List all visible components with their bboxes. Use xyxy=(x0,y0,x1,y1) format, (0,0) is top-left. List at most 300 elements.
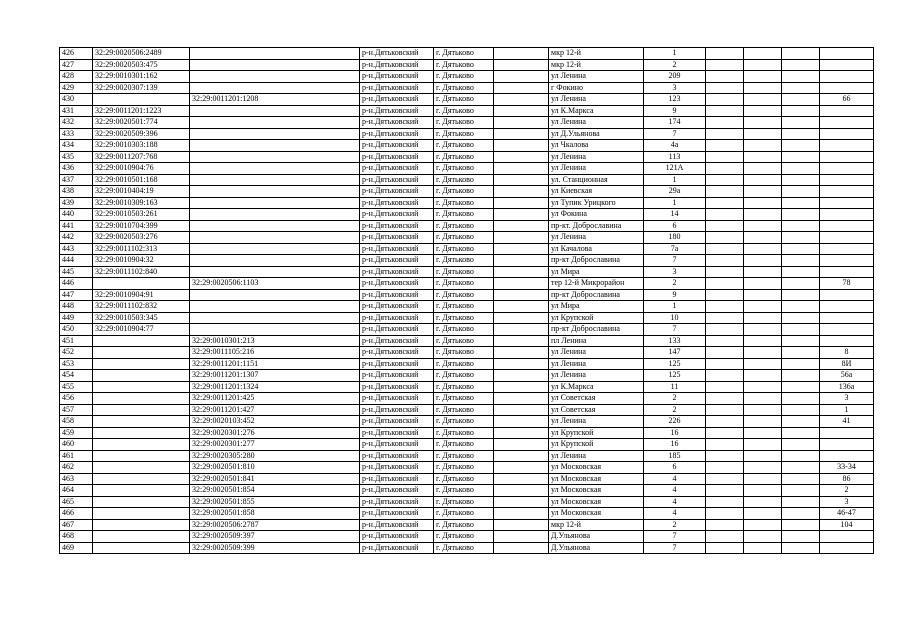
cell-cadastral-number: 32:29:0010904:76 xyxy=(93,163,190,175)
cell-cadastral-number xyxy=(93,542,190,554)
cell-cadastral-number-room xyxy=(190,140,360,152)
cell-col-11 xyxy=(782,416,820,428)
cell-house-number: 6 xyxy=(644,462,706,474)
cell-cadastral-number: 32:29:0010503:345 xyxy=(93,312,190,324)
cell-district: р-н.Дятьковский xyxy=(360,439,434,451)
cell-house-number: 16 xyxy=(644,427,706,439)
cell-city: г. Дятьково xyxy=(434,278,494,290)
cell-street: ул Ленина xyxy=(549,232,644,244)
cell-locality xyxy=(494,59,549,71)
table-row xyxy=(60,151,874,163)
cell-street: ул Ленина xyxy=(549,151,644,163)
cell-col-10 xyxy=(744,140,782,152)
cell-house-number: 4 xyxy=(644,473,706,485)
cell-col-9 xyxy=(706,59,744,71)
cell-col-11 xyxy=(782,105,820,117)
cell-cadastral-number-room xyxy=(190,255,360,267)
cell-col-11 xyxy=(782,232,820,244)
cell-house-number: 29а xyxy=(644,186,706,198)
table-row xyxy=(60,439,874,451)
cell-col-10 xyxy=(744,404,782,416)
cell-col-10 xyxy=(744,255,782,267)
cell-district: р-н.Дятьковский xyxy=(360,393,434,405)
cell-cadastral-number xyxy=(93,404,190,416)
cell-col-10 xyxy=(744,462,782,474)
cell-district: р-н.Дятьковский xyxy=(360,174,434,186)
cell-district: р-н.Дятьковский xyxy=(360,82,434,94)
cell-locality xyxy=(494,370,549,382)
cell-apartment-number xyxy=(820,531,874,543)
cell-locality xyxy=(494,163,549,175)
cell-cadastral-number-room: 32:29:0020509:399 xyxy=(190,542,360,554)
cell-locality xyxy=(494,266,549,278)
table-row xyxy=(60,71,874,83)
cell-street: пр-кт Доброславина xyxy=(549,324,644,336)
cell-row-number: 457 xyxy=(60,404,93,416)
cell-cadastral-number: 32:29:0010704:399 xyxy=(93,220,190,232)
cell-district: р-н.Дятьковский xyxy=(360,312,434,324)
cell-col-10 xyxy=(744,542,782,554)
table-row xyxy=(60,163,874,175)
cell-col-9 xyxy=(706,473,744,485)
cell-col-11 xyxy=(782,140,820,152)
cell-col-10 xyxy=(744,324,782,336)
cell-house-number: 2 xyxy=(644,393,706,405)
cell-city: г. Дятьково xyxy=(434,439,494,451)
cell-house-number: 1 xyxy=(644,197,706,209)
cell-col-11 xyxy=(782,243,820,255)
cell-street: ул Ленина xyxy=(549,370,644,382)
cell-cadastral-number-room xyxy=(190,209,360,221)
cell-cadastral-number: 32:29:0020307:139 xyxy=(93,82,190,94)
cell-district: р-н.Дятьковский xyxy=(360,266,434,278)
cell-cadastral-number-room xyxy=(190,243,360,255)
cell-cadastral-number xyxy=(93,531,190,543)
cell-district: р-н.Дятьковский xyxy=(360,508,434,520)
cell-street: ул Ленина xyxy=(549,94,644,106)
cell-col-10 xyxy=(744,174,782,186)
cell-col-9 xyxy=(706,496,744,508)
cell-col-9 xyxy=(706,105,744,117)
cell-row-number: 464 xyxy=(60,485,93,497)
cell-col-11 xyxy=(782,289,820,301)
cell-cadastral-number-room: 32:29:0020501:841 xyxy=(190,473,360,485)
cell-street: Д.Ульянова xyxy=(549,542,644,554)
cell-row-number: 433 xyxy=(60,128,93,140)
cell-locality xyxy=(494,174,549,186)
table-row xyxy=(60,335,874,347)
cell-cadastral-number-room xyxy=(190,220,360,232)
cell-city: г. Дятьково xyxy=(434,370,494,382)
cell-row-number: 453 xyxy=(60,358,93,370)
cell-cadastral-number-room: 32:29:0020501:810 xyxy=(190,462,360,474)
cell-district: р-н.Дятьковский xyxy=(360,278,434,290)
cell-col-10 xyxy=(744,94,782,106)
cell-cadastral-number-room: 32:29:0020501:855 xyxy=(190,496,360,508)
cell-row-number: 467 xyxy=(60,519,93,531)
cell-city: г. Дятьково xyxy=(434,324,494,336)
table-row xyxy=(60,220,874,232)
cell-col-9 xyxy=(706,48,744,60)
cell-col-10 xyxy=(744,358,782,370)
cell-cadastral-number xyxy=(93,473,190,485)
cell-district: р-н.Дятьковский xyxy=(360,370,434,382)
cell-street: ул Московская xyxy=(549,473,644,485)
cell-apartment-number: 56а xyxy=(820,370,874,382)
cell-col-10 xyxy=(744,186,782,198)
cell-col-10 xyxy=(744,496,782,508)
cell-street: ул Московская xyxy=(549,508,644,520)
cell-locality xyxy=(494,232,549,244)
cell-cadastral-number-room: 32:29:0011105:216 xyxy=(190,347,360,359)
cell-house-number: 16 xyxy=(644,439,706,451)
cell-district: р-н.Дятьковский xyxy=(360,59,434,71)
cell-locality xyxy=(494,220,549,232)
cell-cadastral-number xyxy=(93,427,190,439)
cell-col-9 xyxy=(706,94,744,106)
cell-street: ул Фокина xyxy=(549,209,644,221)
cell-col-9 xyxy=(706,71,744,83)
cell-house-number: 1 xyxy=(644,48,706,60)
cell-col-11 xyxy=(782,255,820,267)
cell-cadastral-number-room: 32:29:0011201:1307 xyxy=(190,370,360,382)
cell-city: г. Дятьково xyxy=(434,117,494,129)
cell-house-number: 113 xyxy=(644,151,706,163)
cell-col-11 xyxy=(782,71,820,83)
cell-row-number: 431 xyxy=(60,105,93,117)
cell-house-number: 209 xyxy=(644,71,706,83)
cell-col-9 xyxy=(706,128,744,140)
cell-col-9 xyxy=(706,117,744,129)
table-row xyxy=(60,128,874,140)
cell-cadastral-number xyxy=(93,462,190,474)
cell-street: ул К.Маркса xyxy=(549,105,644,117)
cell-locality xyxy=(494,358,549,370)
cell-locality xyxy=(494,197,549,209)
table-row xyxy=(60,347,874,359)
cell-col-11 xyxy=(782,324,820,336)
cell-col-9 xyxy=(706,508,744,520)
cell-row-number: 465 xyxy=(60,496,93,508)
cell-house-number: 3 xyxy=(644,82,706,94)
cell-district: р-н.Дятьковский xyxy=(360,289,434,301)
cell-col-10 xyxy=(744,278,782,290)
cell-city: г. Дятьково xyxy=(434,186,494,198)
cell-cadastral-number-room: 32:29:0020305:280 xyxy=(190,450,360,462)
cell-apartment-number: 78 xyxy=(820,278,874,290)
cell-cadastral-number-room: 32:29:0020301:277 xyxy=(190,439,360,451)
property-register-table xyxy=(59,47,874,554)
table-row xyxy=(60,542,874,554)
cell-cadastral-number: 32:29:0011102:840 xyxy=(93,266,190,278)
cell-col-9 xyxy=(706,381,744,393)
cell-cadastral-number-room xyxy=(190,312,360,324)
cell-cadastral-number: 32:29:0010303:188 xyxy=(93,140,190,152)
cell-city: г. Дятьково xyxy=(434,542,494,554)
cell-col-9 xyxy=(706,542,744,554)
cell-cadastral-number-room xyxy=(190,48,360,60)
table-row xyxy=(60,462,874,474)
cell-cadastral-number: 32:29:0020503:276 xyxy=(93,232,190,244)
cell-cadastral-number-room: 32:29:0011201:425 xyxy=(190,393,360,405)
cell-col-11 xyxy=(782,266,820,278)
cell-row-number: 439 xyxy=(60,197,93,209)
cell-row-number: 450 xyxy=(60,324,93,336)
cell-col-9 xyxy=(706,370,744,382)
cell-apartment-number: 3 xyxy=(820,496,874,508)
cell-house-number: 147 xyxy=(644,347,706,359)
cell-cadastral-number-room: 32:29:0020103:452 xyxy=(190,416,360,428)
cell-house-number: 180 xyxy=(644,232,706,244)
cell-apartment-number xyxy=(820,82,874,94)
cell-cadastral-number xyxy=(93,439,190,451)
cell-house-number: 7 xyxy=(644,542,706,554)
cell-house-number: 2 xyxy=(644,278,706,290)
cell-row-number: 443 xyxy=(60,243,93,255)
cell-col-11 xyxy=(782,427,820,439)
cell-street: ул Ленина xyxy=(549,358,644,370)
table-row xyxy=(60,531,874,543)
cell-locality xyxy=(494,278,549,290)
table-row xyxy=(60,370,874,382)
cell-street: мкр 12-й xyxy=(549,519,644,531)
cell-col-11 xyxy=(782,485,820,497)
cell-house-number: 226 xyxy=(644,416,706,428)
cell-cadastral-number xyxy=(93,358,190,370)
cell-district: р-н.Дятьковский xyxy=(360,381,434,393)
cell-house-number: 185 xyxy=(644,450,706,462)
cell-street: ул Ленина xyxy=(549,450,644,462)
cell-district: р-н.Дятьковский xyxy=(360,71,434,83)
cell-district: р-н.Дятьковский xyxy=(360,324,434,336)
cell-city: г. Дятьково xyxy=(434,243,494,255)
cell-col-11 xyxy=(782,301,820,313)
cell-city: г. Дятьково xyxy=(434,473,494,485)
cell-district: р-н.Дятьковский xyxy=(360,151,434,163)
cell-cadastral-number: 32:29:0020509:396 xyxy=(93,128,190,140)
cell-city: г. Дятьково xyxy=(434,82,494,94)
cell-street: Д.Ульянова xyxy=(549,531,644,543)
cell-cadastral-number: 32:29:0010404:19 xyxy=(93,186,190,198)
cell-city: г. Дятьково xyxy=(434,289,494,301)
cell-district: р-н.Дятьковский xyxy=(360,140,434,152)
cell-apartment-number xyxy=(820,48,874,60)
cell-row-number: 436 xyxy=(60,163,93,175)
cell-row-number: 459 xyxy=(60,427,93,439)
cell-cadastral-number: 32:29:0011102:832 xyxy=(93,301,190,313)
cell-street: ул Московская xyxy=(549,485,644,497)
cell-col-10 xyxy=(744,312,782,324)
cell-row-number: 426 xyxy=(60,48,93,60)
cell-street: ул Ленина xyxy=(549,163,644,175)
cell-cadastral-number-room xyxy=(190,71,360,83)
cell-street: ул Советская xyxy=(549,404,644,416)
cell-cadastral-number-room: 32:29:0020501:858 xyxy=(190,508,360,520)
cell-street: ул Ленина xyxy=(549,71,644,83)
cell-apartment-number: 1 xyxy=(820,404,874,416)
cell-col-11 xyxy=(782,94,820,106)
cell-cadastral-number-room xyxy=(190,105,360,117)
cell-col-10 xyxy=(744,416,782,428)
cell-col-9 xyxy=(706,140,744,152)
cell-col-9 xyxy=(706,301,744,313)
cell-col-11 xyxy=(782,312,820,324)
cell-col-9 xyxy=(706,324,744,336)
table-row xyxy=(60,508,874,520)
cell-col-10 xyxy=(744,82,782,94)
cell-col-11 xyxy=(782,381,820,393)
cell-row-number: 444 xyxy=(60,255,93,267)
cell-col-9 xyxy=(706,450,744,462)
cell-city: г. Дятьково xyxy=(434,312,494,324)
cell-row-number: 449 xyxy=(60,312,93,324)
cell-row-number: 469 xyxy=(60,542,93,554)
cell-city: г. Дятьково xyxy=(434,519,494,531)
table-row xyxy=(60,105,874,117)
cell-locality xyxy=(494,473,549,485)
table-row xyxy=(60,358,874,370)
cell-apartment-number: 33-34 xyxy=(820,462,874,474)
cell-locality xyxy=(494,381,549,393)
cell-district: р-н.Дятьковский xyxy=(360,243,434,255)
cell-col-10 xyxy=(744,439,782,451)
cell-city: г. Дятьково xyxy=(434,48,494,60)
cell-cadastral-number: 32:29:0011201:1223 xyxy=(93,105,190,117)
cell-locality xyxy=(494,519,549,531)
cell-col-9 xyxy=(706,347,744,359)
cell-apartment-number: 66 xyxy=(820,94,874,106)
cell-cadastral-number xyxy=(93,370,190,382)
cell-col-11 xyxy=(782,519,820,531)
cell-house-number: 125 xyxy=(644,370,706,382)
cell-street: ул Крупской xyxy=(549,427,644,439)
cell-apartment-number xyxy=(820,335,874,347)
cell-house-number: 11 xyxy=(644,381,706,393)
cell-city: г. Дятьково xyxy=(434,381,494,393)
cell-district: р-н.Дятьковский xyxy=(360,542,434,554)
cell-district: р-н.Дятьковский xyxy=(360,186,434,198)
cell-col-10 xyxy=(744,427,782,439)
cell-district: р-н.Дятьковский xyxy=(360,473,434,485)
cell-apartment-number xyxy=(820,209,874,221)
table-row xyxy=(60,82,874,94)
cell-city: г. Дятьково xyxy=(434,128,494,140)
cell-locality xyxy=(494,140,549,152)
cell-locality xyxy=(494,94,549,106)
cell-street: ул Чкалова xyxy=(549,140,644,152)
cell-col-11 xyxy=(782,358,820,370)
cell-house-number: 7 xyxy=(644,324,706,336)
cell-row-number: 438 xyxy=(60,186,93,198)
cell-house-number: 3 xyxy=(644,266,706,278)
cell-locality xyxy=(494,105,549,117)
cell-col-11 xyxy=(782,163,820,175)
cell-apartment-number xyxy=(820,220,874,232)
cell-cadastral-number xyxy=(93,94,190,106)
cell-cadastral-number: 32:29:0010904:77 xyxy=(93,324,190,336)
cell-row-number: 455 xyxy=(60,381,93,393)
table-row xyxy=(60,197,874,209)
cell-street: ул Крупской xyxy=(549,312,644,324)
cell-apartment-number xyxy=(820,186,874,198)
cell-col-11 xyxy=(782,197,820,209)
cell-cadastral-number-room xyxy=(190,197,360,209)
table-row xyxy=(60,209,874,221)
cell-house-number: 4 xyxy=(644,485,706,497)
cell-col-10 xyxy=(744,59,782,71)
cell-locality xyxy=(494,393,549,405)
cell-district: р-н.Дятьковский xyxy=(360,416,434,428)
cell-apartment-number xyxy=(820,163,874,175)
cell-cadastral-number: 32:29:0011102:313 xyxy=(93,243,190,255)
table-row xyxy=(60,485,874,497)
cell-cadastral-number-room xyxy=(190,289,360,301)
table-row xyxy=(60,324,874,336)
cell-col-10 xyxy=(744,163,782,175)
cell-col-11 xyxy=(782,174,820,186)
cell-apartment-number xyxy=(820,71,874,83)
cell-col-9 xyxy=(706,232,744,244)
cell-street: г Фокино xyxy=(549,82,644,94)
cell-district: р-н.Дятьковский xyxy=(360,358,434,370)
cell-row-number: 458 xyxy=(60,416,93,428)
cell-col-11 xyxy=(782,496,820,508)
cell-cadastral-number xyxy=(93,278,190,290)
cell-house-number: 2 xyxy=(644,404,706,416)
cell-col-11 xyxy=(782,117,820,129)
cell-col-9 xyxy=(706,531,744,543)
cell-locality xyxy=(494,255,549,267)
table-row xyxy=(60,381,874,393)
cell-street: пр-кт Доброславина xyxy=(549,289,644,301)
cell-house-number: 2 xyxy=(644,59,706,71)
cell-cadastral-number-room xyxy=(190,186,360,198)
table-row xyxy=(60,289,874,301)
cell-col-9 xyxy=(706,278,744,290)
cell-city: г. Дятьково xyxy=(434,163,494,175)
cell-row-number: 437 xyxy=(60,174,93,186)
cell-apartment-number xyxy=(820,128,874,140)
cell-city: г. Дятьково xyxy=(434,151,494,163)
cell-house-number: 1 xyxy=(644,174,706,186)
cell-cadastral-number-room: 32:29:0011201:1151 xyxy=(190,358,360,370)
cell-col-11 xyxy=(782,347,820,359)
cell-apartment-number: 8 xyxy=(820,347,874,359)
cell-house-number: 9 xyxy=(644,289,706,301)
cell-col-10 xyxy=(744,381,782,393)
cell-col-10 xyxy=(744,347,782,359)
table-row xyxy=(60,140,874,152)
document-sheet xyxy=(59,47,874,554)
cell-apartment-number: 3 xyxy=(820,393,874,405)
cell-col-11 xyxy=(782,370,820,382)
cell-cadastral-number: 32:29:0010503:261 xyxy=(93,209,190,221)
cell-row-number: 434 xyxy=(60,140,93,152)
cell-col-9 xyxy=(706,312,744,324)
cell-district: р-н.Дятьковский xyxy=(360,496,434,508)
cell-row-number: 432 xyxy=(60,117,93,129)
cell-district: р-н.Дятьковский xyxy=(360,209,434,221)
cell-cadastral-number-room: 32:29:0011201:427 xyxy=(190,404,360,416)
cell-district: р-н.Дятьковский xyxy=(360,163,434,175)
cell-col-10 xyxy=(744,48,782,60)
cell-cadastral-number-room xyxy=(190,82,360,94)
cell-city: г. Дятьково xyxy=(434,462,494,474)
cell-cadastral-number xyxy=(93,519,190,531)
cell-apartment-number: 46-47 xyxy=(820,508,874,520)
table-row xyxy=(60,117,874,129)
cell-locality xyxy=(494,416,549,428)
